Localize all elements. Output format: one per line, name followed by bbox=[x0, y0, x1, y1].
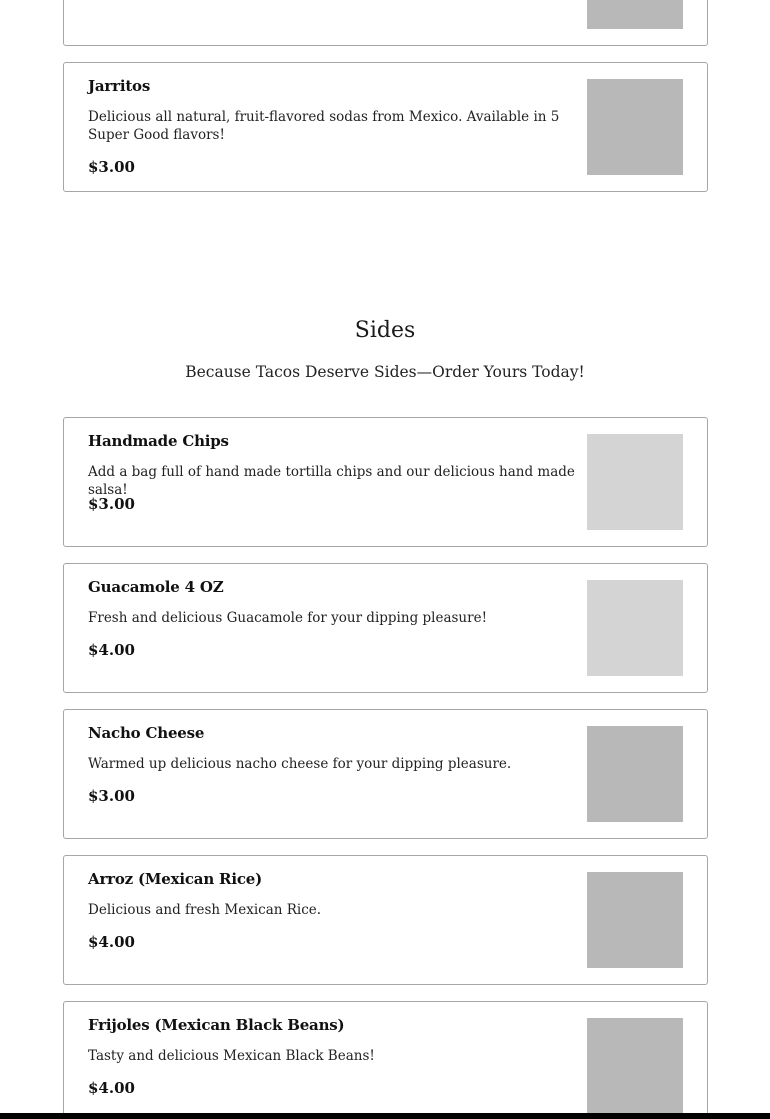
menu-item-name: Jarritos bbox=[88, 77, 151, 95]
menu-item-name: Nacho Cheese bbox=[88, 724, 205, 742]
menu-item-image bbox=[587, 1018, 683, 1114]
menu-item-price: $3.00 bbox=[88, 495, 135, 513]
section-subtitle: Because Tacos Deserve Sides—Order Yours Today! bbox=[185, 363, 585, 381]
menu-item-description: Fresh and delicious Guacamole for your dipping pleasure! bbox=[88, 610, 487, 626]
menu-item-description: Add a bag full of hand made tortilla chips and our delicious hand made salsa! bbox=[88, 464, 575, 498]
menu-item-description: Delicious all natural, fruit-flavored sodas from Mexico. Available in 5 Super Good flavors! bbox=[88, 109, 560, 143]
menu-item-card-nacho-cheese[interactable] bbox=[63, 709, 708, 839]
menu-item-card[interactable] bbox=[63, 0, 708, 46]
menu-item-name: Frijoles (Mexican Black Beans) bbox=[88, 1016, 345, 1034]
menu-item-name: Guacamole 4 OZ bbox=[88, 578, 224, 596]
menu-item-price: $4.00 bbox=[88, 641, 135, 659]
menu-item-name: Handmade Chips bbox=[88, 432, 229, 450]
menu-item-description: Warmed up delicious nacho cheese for your dipping pleasure. bbox=[88, 756, 512, 772]
menu-item-card-guacamole[interactable] bbox=[63, 563, 708, 693]
menu-item-image bbox=[587, 872, 683, 968]
menu-item-price: $3.00 bbox=[88, 158, 135, 176]
menu-item-card-handmade-chips[interactable] bbox=[63, 417, 708, 547]
menu-item-card-jarritos[interactable] bbox=[63, 62, 708, 192]
menu-item-image bbox=[587, 79, 683, 175]
menu-item-price: $3.00 bbox=[88, 787, 135, 805]
section-title: Sides bbox=[354, 318, 416, 343]
menu-item-image bbox=[587, 580, 683, 676]
menu-item-image bbox=[587, 0, 683, 29]
menu-item-image bbox=[587, 434, 683, 530]
menu-item-price: $4.00 bbox=[88, 1079, 135, 1097]
menu-item-name: Arroz (Mexican Rice) bbox=[88, 870, 262, 888]
menu-item-card-arroz[interactable] bbox=[63, 855, 708, 985]
bottom-bar bbox=[0, 1113, 770, 1119]
menu-item-price: $4.00 bbox=[88, 933, 135, 951]
menu-item-card-frijoles[interactable] bbox=[63, 1001, 708, 1119]
menu-item-description: Tasty and delicious Mexican Black Beans! bbox=[88, 1048, 375, 1064]
menu-item-image bbox=[587, 726, 683, 822]
menu-item-description: Delicious and fresh Mexican Rice. bbox=[88, 902, 322, 918]
